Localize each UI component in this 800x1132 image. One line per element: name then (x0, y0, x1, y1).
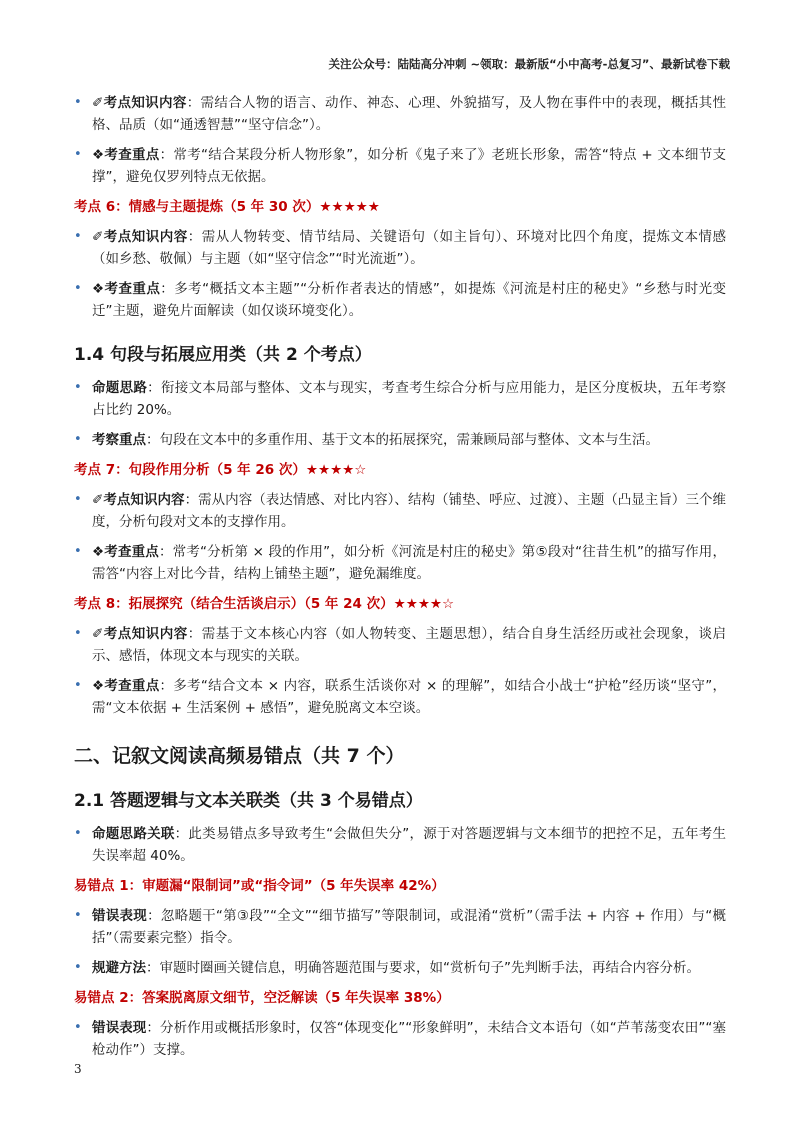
list-item (74, 278, 726, 322)
page-number: 3 (74, 1062, 82, 1076)
item-text: ：常考“分析第 × 段的作用”，如分析《河流是村庄的秘史》第⑤段对“往昔生机”的描写作用，需答“内容上对比今昔，结构上铺垫主题”，避免漏维度。 (92, 544, 726, 582)
item-lead: ✐考点知识内容 (92, 229, 188, 245)
section-heading: 1.4 句段与拓展应用类（共 2 个考点） (74, 345, 372, 365)
bullet-dot: • (74, 147, 82, 162)
exam-point-heading: 考点 7：句段作用分析（5 年 26 次）★★★★☆ (74, 462, 367, 478)
item-text: ：多考“概括文本主题”“分析作者表达的情感”，如提炼《河流是村庄的秘史》“乡愁与时光变迁”主题，避免片面解读（如仅谈环境变化）。 (92, 281, 727, 319)
bullet-dot: • (74, 281, 82, 296)
list-item (74, 144, 726, 188)
bullet-dot: • (74, 626, 82, 641)
list-item (74, 429, 726, 451)
list-item (74, 92, 726, 136)
item-text: ：句段在文本中的多重作用、基于文本的拓展探究，需兼顾局部与整体、文本与生活。 (146, 432, 659, 448)
page-header: 关注公众号：陆陆高分冲刺 ~领取：最新版“小中高考-总复习”、最新试卷下载 (328, 57, 730, 71)
bullet-dot: • (74, 95, 82, 110)
item-text: ：多考“结合文本 × 内容，联系生活谈你对 × 的理解”，如结合小战士“护枪”经历谈“坚守”，需“文本依据 + 生活案例 + 感悟”，避免脱离文本空谈。 (92, 678, 726, 716)
bullet-dot: • (74, 1020, 82, 1035)
item-lead: ❖考查重点 (92, 544, 159, 560)
bullet-dot: • (74, 908, 82, 923)
exam-point-heading: 考点 6：情感与主题提炼（5 年 30 次）★★★★★ (74, 199, 380, 215)
list-item (74, 377, 726, 421)
item-lead: ❖考查重点 (92, 281, 161, 297)
item-text: ：常考“结合某段分析人物形象”，如分析《鬼子来了》老班长形象，需答“特点 + 文本细节支撑”，避免仅罗列特点无依据。 (92, 147, 726, 185)
list-item (74, 623, 726, 667)
item-text: ：需从内容（表达情感、对比内容）、结构（铺垫、呼应、过渡）、主题（凸显主旨）三个维度，分析句段对文本的支撑作用。 (92, 492, 727, 530)
item-lead: 规避方法 (92, 960, 146, 976)
item-lead: ❖考查重点 (92, 678, 160, 694)
item-lead: ✐考点知识内容 (92, 95, 187, 111)
item-lead: ✐考点知识内容 (92, 626, 188, 642)
item-text: ：需基于文本核心内容（如人物转变、主题思想），结合自身生活经历或社会现象，谈启示、感悟，体现文本与现实的关联。 (92, 626, 727, 664)
item-text: ：忽略题干“第③段”“全文”“细节描写”等限制词，或混淆“赏析”（需手法 + 内容 + 作用）与“概括”（需要素完整）指令。 (92, 908, 726, 946)
list-item (74, 541, 726, 585)
chapter-heading: 二、记叙文阅读高频易错点（共 7 个） (74, 745, 405, 767)
item-text: ：需从人物转变、情节结局、关键语句（如主旨句）、环境对比四个角度，提炼文本情感（如乡愁、敬佩）与主题（如“坚守信念”“时光流逝”）。 (92, 229, 727, 267)
exam-point-heading: 考点 8：拓展探究（结合生活谈启示）（5 年 24 次）★★★★☆ (74, 596, 455, 612)
item-text: ：分析作用或概括形象时，仅答“体现变化”“形象鲜明”，未结合文本语句（如“芦苇荡变农田”“塞枪动作”）支撑。 (92, 1020, 726, 1058)
item-lead: 命题思路 (92, 380, 148, 396)
error-point-heading: 易错点 2：答案脱离原文细节，空泛解读（5 年失误率 38%） (74, 990, 450, 1006)
error-point-heading: 易错点 1：审题漏“限制词”或“指令词”（5 年失误率 42%） (74, 878, 445, 894)
bullet-dot: • (74, 380, 82, 395)
item-lead: 考察重点 (92, 432, 146, 448)
item-lead: ✐考点知识内容 (92, 492, 185, 508)
item-lead: 命题思路关联 (92, 826, 175, 842)
list-item (74, 957, 726, 979)
bullet-dot: • (74, 678, 82, 693)
list-item (74, 489, 726, 533)
bullet-dot: • (74, 229, 82, 244)
item-lead: 错误表现 (92, 908, 148, 924)
bullet-dot: • (74, 432, 82, 447)
document-body (74, 92, 726, 1069)
list-item (74, 823, 726, 867)
item-lead: ❖考查重点 (92, 147, 160, 163)
item-text: ：审题时圈画关键信息，明确答题范围与要求，如“赏析句子”先判断手法，再结合内容分析。 (146, 960, 700, 976)
bullet-dot: • (74, 960, 82, 975)
bullet-dot: • (74, 492, 82, 507)
bullet-dot: • (74, 826, 82, 841)
item-text: ：衔接文本局部与整体、文本与现实，考查考生综合分析与应用能力，是区分度板块，五年考察占比约 20%。 (92, 380, 726, 418)
item-text: ：此类易错点多导致考生“会做但失分”，源于对答题逻辑与文本细节的把控不足，五年考生失误率超 40%。 (92, 826, 726, 864)
section-heading: 2.1 答题逻辑与文本关联类（共 3 个易错点） (74, 791, 423, 811)
list-item (74, 675, 726, 719)
list-item (74, 226, 726, 270)
item-text: ：需结合人物的语言、动作、神态、心理、外貌描写，及人物在事件中的表现，概括其性格、品质（如“通透智慧”“坚守信念”）。 (92, 95, 727, 133)
list-item (74, 905, 726, 949)
bullet-dot: • (74, 544, 82, 559)
list-item (74, 1017, 726, 1061)
item-lead: 错误表现 (92, 1020, 147, 1036)
